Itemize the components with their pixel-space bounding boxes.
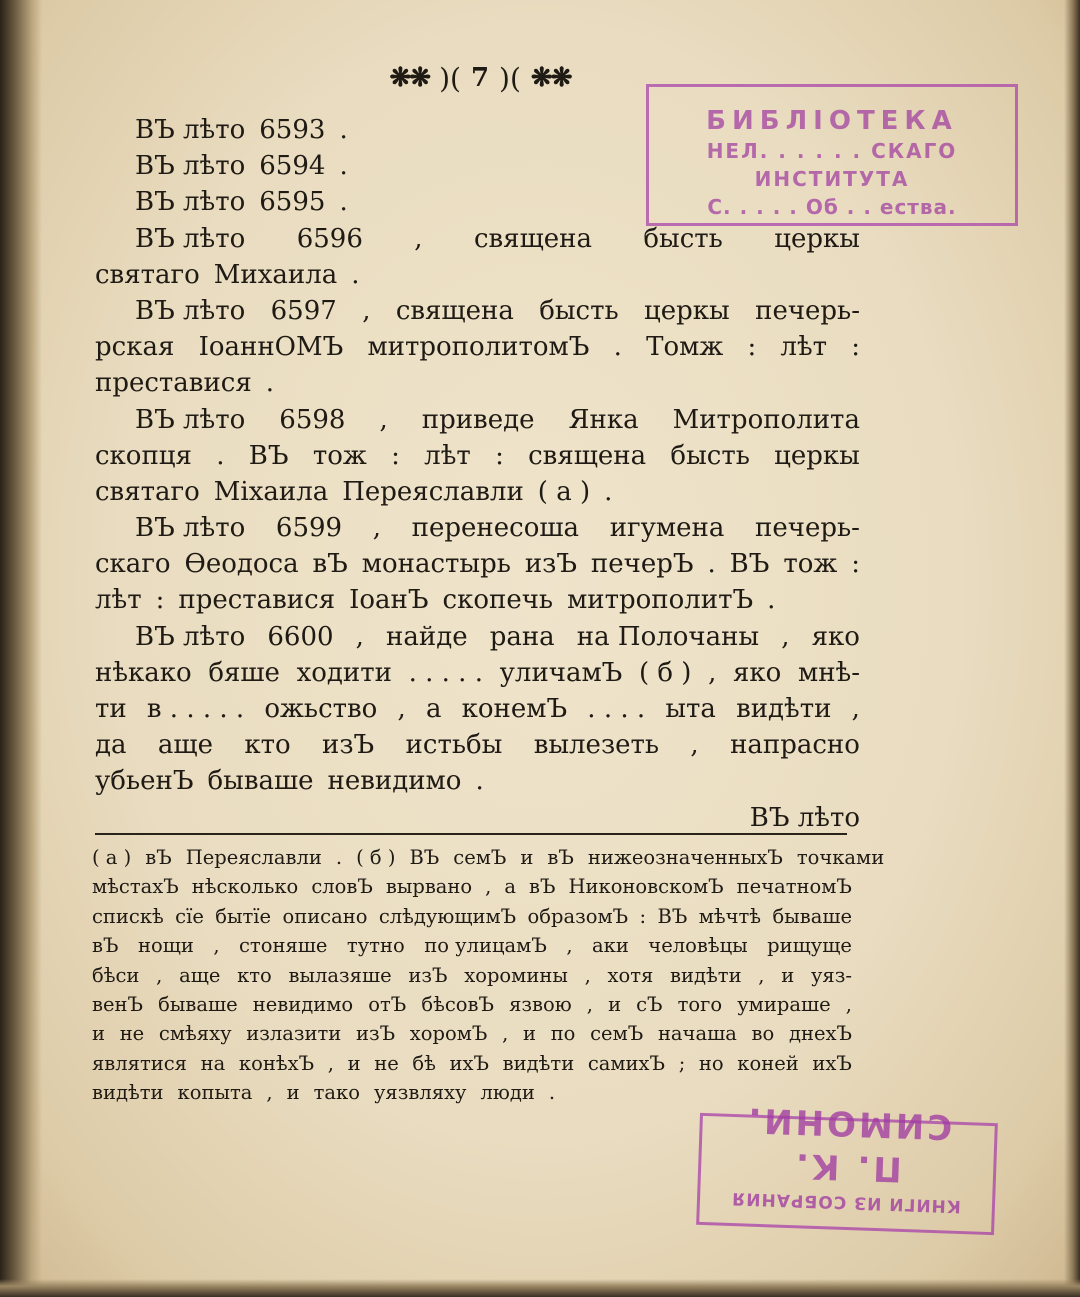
- footnote-line: [92, 843, 885, 872]
- chronicle-line: [95, 727, 860, 763]
- footnote-word: бываше: [772, 904, 852, 928]
- chronicle-word: .: [339, 187, 348, 218]
- footnote-word: ихЪ: [812, 1051, 852, 1075]
- chronicle-word: ВЪ лѣто: [135, 151, 246, 182]
- footnote-word: того: [677, 992, 723, 1016]
- chronicle-word: изЪ: [322, 730, 375, 761]
- chronicle-word: Митрополита: [672, 404, 860, 435]
- chronicle-word: Томж: [646, 332, 724, 363]
- footnote-word: бѣси: [92, 963, 140, 987]
- chronicle-word: напрасно: [730, 730, 860, 761]
- chronicle-word: бяше: [208, 657, 280, 688]
- footnote-word: уяз-: [810, 963, 852, 987]
- chronicle-word: ,: [397, 694, 406, 724]
- chronicle-word: рана: [489, 621, 555, 652]
- chronicle-line: [95, 619, 860, 655]
- footnote-word: .: [548, 1081, 556, 1105]
- chronicle-word: ти: [95, 694, 127, 724]
- chronicle-word: бысть: [670, 440, 750, 471]
- chronicle-word: вЪ: [312, 549, 348, 580]
- footnote-word: излазити: [246, 1022, 342, 1046]
- footnote-word: образомЪ: [527, 904, 629, 928]
- chronicle-word: яко: [733, 657, 782, 688]
- chronicle-word: конемЪ: [461, 694, 568, 724]
- chronicle-line: [95, 365, 860, 401]
- footnote-word: а: [504, 875, 517, 899]
- footnote-word: ихЪ: [449, 1051, 490, 1075]
- footnote-word: ,: [213, 934, 220, 958]
- footnote-word: словЪ: [311, 875, 373, 899]
- footnote-word: кто: [237, 963, 272, 987]
- page-fore-edge: [1064, 0, 1080, 1297]
- chronicle-word: аще: [157, 730, 213, 761]
- chronicle-word: :: [495, 440, 504, 471]
- chronicle-word: церкы: [774, 223, 860, 254]
- chronicle-word: скопця: [95, 440, 192, 471]
- chronicle-word: бываше: [207, 766, 314, 797]
- footnote-line: [92, 990, 852, 1019]
- chronicle-word: ВЪ лѣто: [135, 513, 246, 544]
- chronicle-word: кто: [244, 730, 291, 761]
- chronicle-word: :: [851, 549, 860, 580]
- footnote-word: бытїе: [215, 904, 272, 928]
- footnote-word: точками: [796, 846, 885, 869]
- footnote-word: ,: [566, 934, 573, 958]
- footnote-word: копыта: [177, 1081, 253, 1105]
- chronicle-word: преставися: [95, 368, 252, 399]
- chronicle-word: преставися: [178, 585, 336, 616]
- footnote-word: семЪ: [590, 1022, 644, 1046]
- owner-stamp-line: КНИГИ ИЗ СОБРАНИЯ: [730, 1187, 962, 1216]
- chronicle-word: :: [851, 332, 860, 363]
- chronicle-word: ,: [372, 513, 382, 544]
- chronicle-word: церкы: [774, 440, 860, 471]
- chronicle-word: скаго: [95, 549, 171, 580]
- chronicle-word: убьенЪ: [95, 766, 194, 797]
- footnote-word: умираше: [737, 992, 831, 1016]
- footnote-word: смѣяху: [158, 1022, 232, 1046]
- footnote-word: отЪ: [368, 992, 407, 1016]
- page-bottom-edge: [0, 1279, 1080, 1297]
- footnote-word: являтися: [92, 1051, 187, 1075]
- chronicle-word: Міхаила: [213, 476, 329, 507]
- footnote-word: ВЪ: [409, 846, 440, 869]
- chronicle-word: .: [351, 259, 360, 290]
- footnote-word: ;: [678, 1051, 686, 1075]
- footnote-word: печатномЪ: [736, 875, 852, 899]
- chronicle-word: ,: [781, 621, 790, 652]
- chronicle-word: ВЪ лѣто: [135, 187, 246, 218]
- chronicle-word: святаго: [95, 476, 200, 507]
- chronicle-word: :: [155, 585, 165, 616]
- chronicle-word: невидимо: [327, 766, 462, 797]
- chronicle-word: ,: [414, 223, 423, 254]
- chronicle-word: печерь-: [755, 513, 860, 544]
- footnote-word: ,: [327, 1051, 334, 1075]
- footnote-word: уязвляху: [373, 1081, 467, 1105]
- footnote-word: сЪ: [636, 992, 663, 1016]
- footnote-word: бываше: [158, 992, 238, 1016]
- chronicle-word: мнѣ-: [797, 657, 860, 688]
- footnote-word: и: [92, 1022, 105, 1046]
- footnote-word: хотя: [607, 963, 654, 987]
- chronicle-word: в . . . . .: [146, 694, 245, 724]
- chronicle-word: уличамЪ: [499, 657, 623, 688]
- chronicle-word: ,: [362, 295, 371, 326]
- footnote-word: не: [374, 1051, 399, 1075]
- footnote-word: ,: [156, 963, 163, 987]
- chronicle-word: святаго: [95, 259, 200, 290]
- chronicle-word: Янка: [568, 404, 639, 435]
- chronicle-word: ІоаннОМЪ: [198, 332, 344, 363]
- chronicle-word: скопечь: [442, 585, 554, 616]
- chronicle-word: перенесоша: [411, 513, 580, 544]
- chronicle-word: .: [475, 766, 484, 797]
- chronicle-word: .: [604, 476, 613, 507]
- chronicle-line: [95, 438, 860, 474]
- footnote-word: нѣсколько: [191, 875, 299, 899]
- footnote-word: семЪ: [453, 846, 507, 869]
- chronicle-word: .: [216, 440, 225, 471]
- footnote-word: описано: [282, 904, 368, 928]
- footnote-word: изЪ: [408, 963, 448, 987]
- chronicle-word: 6597: [270, 295, 337, 326]
- footnote-line: [92, 1049, 852, 1078]
- chronicle-word: ожьство: [264, 694, 378, 724]
- chronicle-word: бысть: [643, 223, 723, 254]
- chronicle-word: митрополитЪ: [567, 585, 754, 616]
- chronicle-word: истьбы: [405, 730, 503, 761]
- chronicle-word: .: [339, 151, 348, 182]
- footnote-word: и: [520, 846, 534, 869]
- chronicle-word: ыта: [665, 694, 716, 724]
- footnote-word: мѣстахЪ: [92, 875, 179, 899]
- chronicle-word: ВЪ лѣто: [135, 223, 246, 254]
- chronicle-word: лѣт: [95, 585, 142, 616]
- footnote-word: спискѣ: [92, 904, 164, 928]
- footnote-word: вырвано: [385, 875, 473, 899]
- footnote-word: нижеозначенныхЪ: [587, 846, 783, 869]
- footnote-word: хоромины: [464, 963, 568, 987]
- footnote-word: аки: [592, 934, 629, 958]
- chronicle-word: рская: [95, 332, 175, 363]
- footnote-word: ,: [758, 963, 765, 987]
- footnote-word: ,: [485, 875, 492, 899]
- chronicle-word: ,: [690, 730, 699, 761]
- chronicle-word: ІоанЪ: [349, 585, 429, 616]
- chronicle-word: ,: [708, 657, 717, 688]
- chronicle-word: игумена: [609, 513, 725, 544]
- footnote-word: и: [347, 1051, 361, 1075]
- footnote-word: на: [200, 1051, 226, 1075]
- chronicle-word: тож: [783, 549, 838, 580]
- page-number: 7: [470, 63, 490, 93]
- chronicle-word: ВЪ лѣто: [135, 404, 246, 435]
- chronicle-word: 6596: [296, 223, 363, 254]
- chronicle-word: лѣт: [424, 440, 471, 471]
- chronicle-word: нѣкако: [95, 657, 192, 688]
- footnote-word: рищуще: [767, 934, 852, 958]
- footnote-word: ВЪ: [657, 904, 688, 928]
- footnote-word: ,: [502, 1022, 509, 1046]
- footnote-line: [92, 872, 852, 901]
- chronicle-word: церкы: [644, 295, 730, 326]
- footnote-word: невидимо: [252, 992, 354, 1016]
- chronicle-word: вылезеть: [533, 730, 660, 761]
- chronicle-word: митрополитомЪ: [367, 332, 590, 363]
- chronicle-word: изЪ: [524, 549, 577, 580]
- chronicle-word: .: [613, 332, 622, 363]
- chronicle-word: ходити: [296, 657, 392, 688]
- chronicle-word: священа: [473, 223, 592, 254]
- footnote-word: ,: [845, 992, 852, 1016]
- footnote-word: аще: [179, 963, 221, 987]
- footnote-word: стоняше: [239, 934, 328, 958]
- chronicle-line: [95, 800, 860, 836]
- chronicle-word: ,: [379, 404, 388, 435]
- chronicle-word: .: [265, 368, 275, 399]
- chronicle-line: [95, 402, 860, 438]
- owner-stamp: [696, 1099, 998, 1235]
- bracket-open: )(: [439, 61, 461, 95]
- ornament-right-icon: ❋❋: [530, 63, 571, 93]
- footnote-word: .: [335, 846, 343, 869]
- chronicle-word: .: [707, 549, 716, 580]
- footnote-word: не: [119, 1022, 145, 1046]
- chronicle-word: лѣт: [780, 332, 828, 363]
- footnote-word: слѣдующимЪ: [378, 904, 517, 928]
- footnote-line: [92, 902, 852, 931]
- footnote-word: тако: [313, 1081, 360, 1105]
- chronicle-word: печерь-: [755, 295, 860, 326]
- chronicle-word: 6595: [259, 187, 326, 218]
- chronicle-word: яко: [811, 621, 860, 652]
- footnote-word: хоромЪ: [409, 1022, 488, 1046]
- footnote-word: вЪ: [145, 846, 172, 869]
- chronicle-word: бысть: [539, 295, 619, 326]
- footnote-word: вЪ: [92, 934, 119, 958]
- chronicle-line: [95, 546, 860, 582]
- chronicle-line: [95, 293, 860, 329]
- footnote-word: и: [286, 1081, 300, 1105]
- chronicle-word: ВЪ лѣто: [135, 115, 246, 145]
- chronicle-word: печерЪ: [590, 549, 694, 580]
- chronicle-line: [95, 329, 860, 365]
- footnote-word: вЪ: [529, 875, 556, 899]
- chronicle-word: монастырь: [361, 549, 511, 580]
- footnote-word: ( а ): [92, 846, 132, 869]
- owner-stamp-line: П. К. СИМОНИ.: [744, 1099, 953, 1189]
- footnote-divider: [95, 833, 847, 835]
- chronicle-word: ( а ): [537, 476, 591, 507]
- footnote-word: конѣхЪ: [238, 1051, 315, 1075]
- footnote-word: нощи: [137, 934, 194, 958]
- chronicle-line: [95, 691, 860, 727]
- chronicle-word: 6593: [259, 115, 326, 145]
- chronicle-word: Михаила: [213, 259, 338, 290]
- chronicle-word: приведе: [421, 404, 535, 435]
- footnotes: [92, 843, 885, 1108]
- footnote-word: бѣ: [412, 1051, 436, 1075]
- chronicle-word: тож: [312, 440, 367, 471]
- chronicle-word: :: [391, 440, 400, 471]
- chronicle-line: [95, 474, 860, 510]
- chronicle-word: видѣти: [736, 694, 832, 724]
- chronicle-word: . . . .: [587, 694, 646, 724]
- library-stamp: [646, 84, 1018, 226]
- chronicle-word: Ѳеодоса: [184, 549, 299, 580]
- footnote-word: люди: [480, 1081, 535, 1105]
- chronicle-word: ВЪ: [248, 440, 289, 471]
- book-spine-shadow: [0, 0, 42, 1297]
- bracket-close: )(: [499, 61, 521, 95]
- footnote-word: Переяславли: [185, 846, 322, 869]
- footnote-word: тутно: [346, 934, 405, 958]
- footnote-word: и: [781, 963, 795, 987]
- chronicle-word: ,: [851, 694, 860, 724]
- footnote-word: самихЪ: [587, 1051, 666, 1075]
- footnote-word: ,: [266, 1081, 273, 1105]
- footnote-word: коней: [737, 1051, 799, 1075]
- chronicle-word: священа: [395, 295, 514, 326]
- footnote-word: днехЪ: [788, 1022, 852, 1046]
- footnote-word: по: [550, 1022, 576, 1046]
- footnote-word: изЪ: [355, 1022, 396, 1046]
- footnote-word: во: [751, 1022, 775, 1046]
- chronicle-word: а: [425, 694, 442, 724]
- footnote-word: ,: [584, 963, 591, 987]
- chronicle-word: 6600: [267, 621, 334, 652]
- footnote-word: видѣти: [92, 1081, 164, 1105]
- chronicle-word: найде: [386, 621, 468, 652]
- chronicle-word: священа: [528, 440, 647, 471]
- chronicle-word: ВЪ лѣто: [135, 621, 246, 652]
- footnote-word: начаша: [657, 1022, 737, 1046]
- chronicle-word: да: [95, 730, 127, 761]
- footnote-line: [92, 931, 852, 960]
- footnote-word: и: [608, 992, 622, 1016]
- footnote-line: [92, 1019, 852, 1048]
- ornament-left-icon: ❋❋: [389, 63, 430, 93]
- footnote-word: человѣцы: [648, 934, 748, 958]
- chronicle-word: ,: [355, 621, 364, 652]
- chronicle-word: :: [747, 332, 757, 363]
- footnote-word: видѣти: [502, 1051, 575, 1075]
- chronicle-line: [95, 257, 860, 293]
- chronicle-line: [95, 655, 860, 691]
- footnote-word: вЪ: [547, 846, 574, 869]
- footnote-word: язвою: [509, 992, 572, 1016]
- footnote-word: ,: [586, 992, 593, 1016]
- chronicle-word: 6598: [279, 404, 346, 435]
- chronicle-word: ВЪ лѣто: [749, 802, 860, 833]
- footnote-word: ( б ): [356, 846, 396, 869]
- footnote-word: НиконовскомЪ: [568, 875, 724, 899]
- chronicle-line: [95, 510, 860, 546]
- chronicle-word: ( б ): [638, 657, 692, 688]
- library-stamp-line: НЕЛ. . . . . . СКАГО ИНСТИТУТА: [706, 139, 958, 191]
- footnote-word: видѣти: [670, 963, 742, 987]
- chronicle-word: ВЪ: [729, 549, 770, 580]
- chronicle-line: [95, 763, 860, 799]
- chronicle-word: 6599: [275, 513, 343, 544]
- footnote-word: вылазяше: [288, 963, 392, 987]
- chronicle-word: на Полочаны: [576, 621, 760, 652]
- chronicle-word: . . . . .: [408, 657, 483, 688]
- chronicle-word: .: [767, 585, 776, 616]
- footnote-word: :: [639, 904, 647, 928]
- footnote-word: но: [698, 1051, 724, 1075]
- footnote-word: бѣсовЪ: [421, 992, 494, 1016]
- library-stamp-line: БИБЛІОТЕКА: [706, 106, 958, 136]
- footnote-word: венЪ: [92, 992, 144, 1016]
- footnote-word: по улицамЪ: [424, 934, 547, 958]
- library-stamp-line: С. . . . . Об . . ества.: [707, 195, 957, 219]
- footnote-word: сїе: [175, 904, 204, 928]
- chronicle-line: [95, 582, 860, 618]
- page-header: [370, 58, 590, 98]
- footnote-word: и: [523, 1022, 536, 1046]
- footnote-line: [92, 961, 852, 990]
- footnote-word: мѣчтѣ: [698, 904, 762, 928]
- chronicle-word: ВЪ лѣто: [135, 295, 246, 326]
- chronicle-word: 6594: [259, 151, 326, 182]
- chronicle-word: Переяславли: [342, 476, 524, 507]
- chronicle-word: .: [339, 115, 348, 145]
